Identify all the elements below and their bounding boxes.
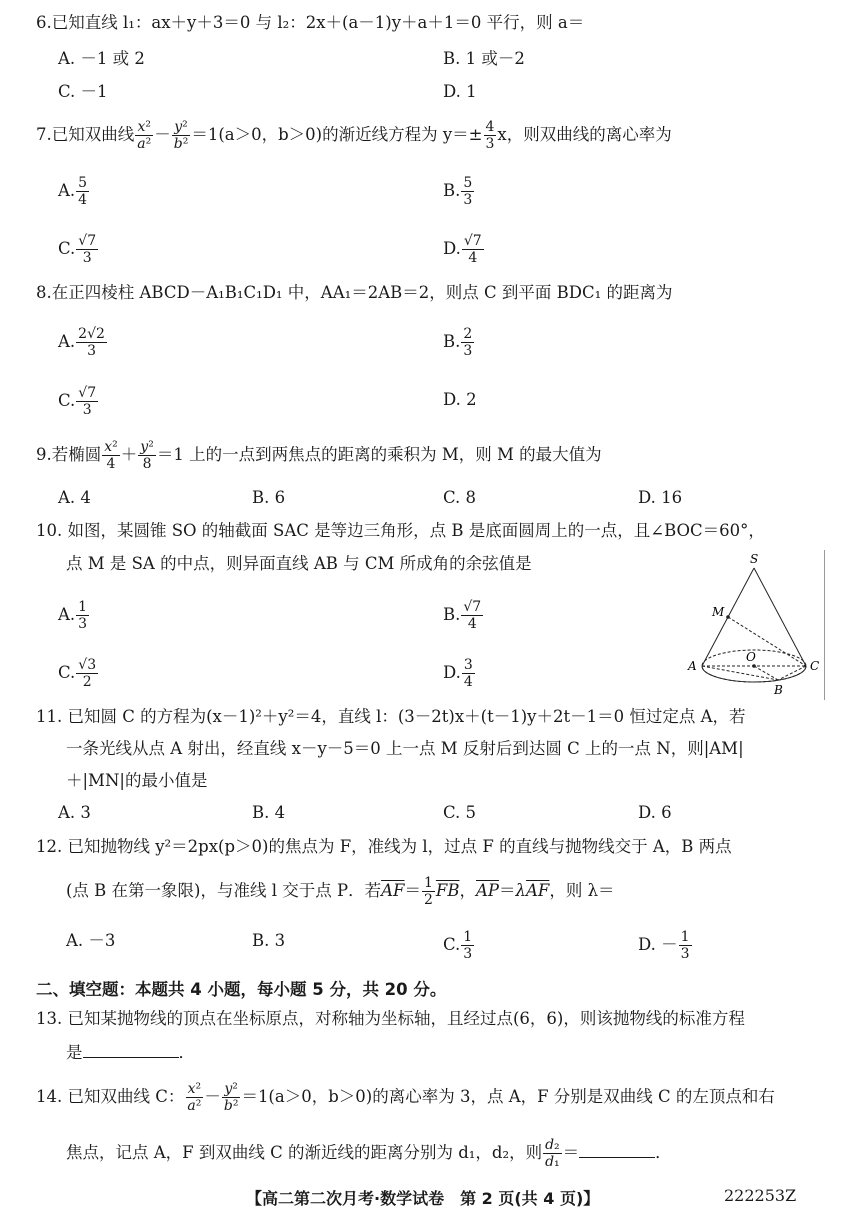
q8-option-c: C. $\frac{√7}{3}$: [58, 385, 97, 418]
q12-option-c: C. $\frac{1}{3}$: [443, 929, 473, 962]
cone-figure: [684, 550, 825, 700]
q9-option-b: B. 6: [252, 488, 286, 507]
question-11-stem-line2: 一条光线从点 A 射出，经直线 x－y－5＝0 上一点 M 反射后到达圆 C 上的一点 N，则|AM|: [66, 739, 744, 758]
q12-option-b: B. 3: [252, 931, 286, 950]
label-b: B: [774, 683, 783, 697]
question-11-stem-line1: 11. 已知圆 C 的方程为(x－1)²＋y²＝4，直线 l：(3－2t)x＋(t－1)y＋2t－1＝0 恒过定点 A，若: [36, 707, 746, 726]
question-11-stem-line3: ＋|MN|的最小值是: [66, 771, 208, 790]
q12-option-a: A. －3: [66, 931, 116, 950]
label-m: M: [712, 605, 725, 619]
label-a: A: [688, 659, 697, 673]
q7-frac-4-3: $\frac{4}{3}$: [485, 119, 495, 152]
q10-option-b: B. $\frac{√7}{4}$: [443, 599, 482, 632]
q7-frac-x2a2: $\frac{\text{x²}}{\text{a²}}$: [137, 119, 152, 152]
q7-stem-c: x，则双曲线的离心率为: [497, 125, 672, 144]
q7-frac-y2b2: $\frac{\text{y²}}{\text{b²}}$: [173, 119, 189, 152]
q8-option-a: A. $\frac{2√2}{3}$: [58, 326, 105, 359]
question-12-stem-line1: 12. 已知抛物线 y²＝2px(p＞0)的焦点为 F，准线为 l，过点 F 的直线与抛物线交于 A，B 两点: [36, 837, 732, 856]
cone-diagram: [684, 550, 824, 700]
q7-option-d: D. $\frac{√7}{4}$: [443, 233, 482, 266]
q9-option-c: C. 8: [443, 488, 477, 507]
q9-option-a: A. 4: [58, 488, 91, 507]
q7-stem-a: 7.已知双曲线: [36, 125, 135, 144]
paper-code: 222253Z: [724, 1186, 797, 1205]
q11-option-b: B. 4: [252, 803, 286, 822]
question-8-stem: 8.在正四棱柱 ABCD－A₁B₁C₁D₁ 中，AA₁＝2AB＝2，则点 C 到平面 BDC₁ 的距离为: [36, 283, 673, 302]
question-13-stem-line2: 是 ．: [66, 1043, 195, 1062]
q6-option-d: D. 1: [443, 82, 477, 101]
q11-option-a: A. 3: [58, 803, 91, 822]
q10-option-c: C. $\frac{√3}{2}$: [58, 657, 97, 690]
section-2-heading: 二、填空题：本题共 4 小题，每小题 5 分，共 20 分。: [36, 980, 447, 999]
q7-option-c: C. $\frac{√7}{3}$: [58, 233, 97, 266]
q7-option-b: B. $\frac{5}{3}$: [443, 175, 473, 208]
q12-option-d: D. － $\frac{1}{3}$: [638, 929, 690, 962]
q14-answer-blank[interactable]: [579, 1141, 655, 1158]
question-14-stem-line2: 焦点，记点 A，F 到双曲线 C 的渐近线的距离分别为 d₁，d₂，则 $\frac{\text{d₂}}{\text{d₁}}$ ＝ ．: [66, 1137, 672, 1170]
q7-option-a: A. $\frac{5}{4}$: [58, 175, 88, 208]
q7-stem-b: ＝1(a＞0，b＞0)的渐近线方程为 y＝±: [191, 125, 483, 144]
question-6-stem: 6.已知直线 l₁：ax＋y＋3＝0 与 l₂：2x＋(a－1)y＋a＋1＝0 平行，则 a＝: [36, 13, 585, 32]
q10-option-a: A. $\frac{1}{3}$: [58, 599, 88, 632]
q13-answer-blank[interactable]: [83, 1041, 179, 1058]
q8-option-b: B. $\frac{2}{3}$: [443, 326, 473, 359]
q11-option-c: C. 5: [443, 803, 477, 822]
page-footer: 【高二第二次月考·数学试卷 第 2 页(共 4 页)】: [246, 1189, 600, 1208]
question-12-stem-line2: (点 B 在第一象限)，与准线 l 交于点 P．若$\overline{AF}=$ $\frac{1}{2}$ $\overline{FB}$，$\overline{AP}=\lambda\overline{AF}$，则 λ＝: [66, 875, 615, 908]
label-c: C: [810, 659, 820, 673]
q8-option-d: D. 2: [443, 390, 477, 409]
question-10-stem-line2: 点 M 是 SA 的中点，则异面直线 AB 与 CM 所成角的余弦值是: [66, 554, 532, 573]
q11-option-d: D. 6: [638, 803, 672, 822]
question-14-stem-line1: 14. 已知双曲线 C： $\frac{\text{x²}}{\text{a²}}$ － $\frac{\text{y²}}{\text{b²}}$ ＝1(a＞0，b＞0)的离心率为 3，点 A，F 分别是双曲线 C 的左顶点和右: [36, 1081, 775, 1114]
q6-option-a: A. －1 或 2: [58, 49, 145, 68]
question-7-stem: 7.已知双曲线 $\frac{\text{x²}}{\text{a²}}$ － $\frac{\text{y²}}{\text{b²}}$ ＝1(a＞0，b＞0)的渐近线方程为 y＝± $\frac{4}{3}$ x，则双曲线的离心率为: [36, 119, 672, 152]
question-9-stem: 9.若椭圆 $\frac{\text{x²}}{4}$ ＋ $\frac{\text{y²}}{8}$ ＝1 上的一点到两焦点的距离的乘积为 M，则 M 的最大值为: [36, 439, 602, 472]
q9-option-d: D. 16: [638, 488, 683, 507]
q6-option-b: B. 1 或－2: [443, 49, 525, 68]
q10-option-d: D. $\frac{3}{4}$: [443, 657, 473, 690]
question-13-stem-line1: 13. 已知某抛物线的顶点在坐标原点，对称轴为坐标轴，且经过点(6，6)，则该抛物线的标准方程: [36, 1009, 745, 1028]
label-o: O: [746, 650, 756, 664]
label-s: S: [750, 552, 759, 566]
q6-option-c: C. －1: [58, 82, 108, 101]
question-10-stem-line1: 10. 如图，某圆锥 SO 的轴截面 SAC 是等边三角形，点 B 是底面圆周上的一点，且∠BOC＝60°，: [36, 521, 765, 540]
